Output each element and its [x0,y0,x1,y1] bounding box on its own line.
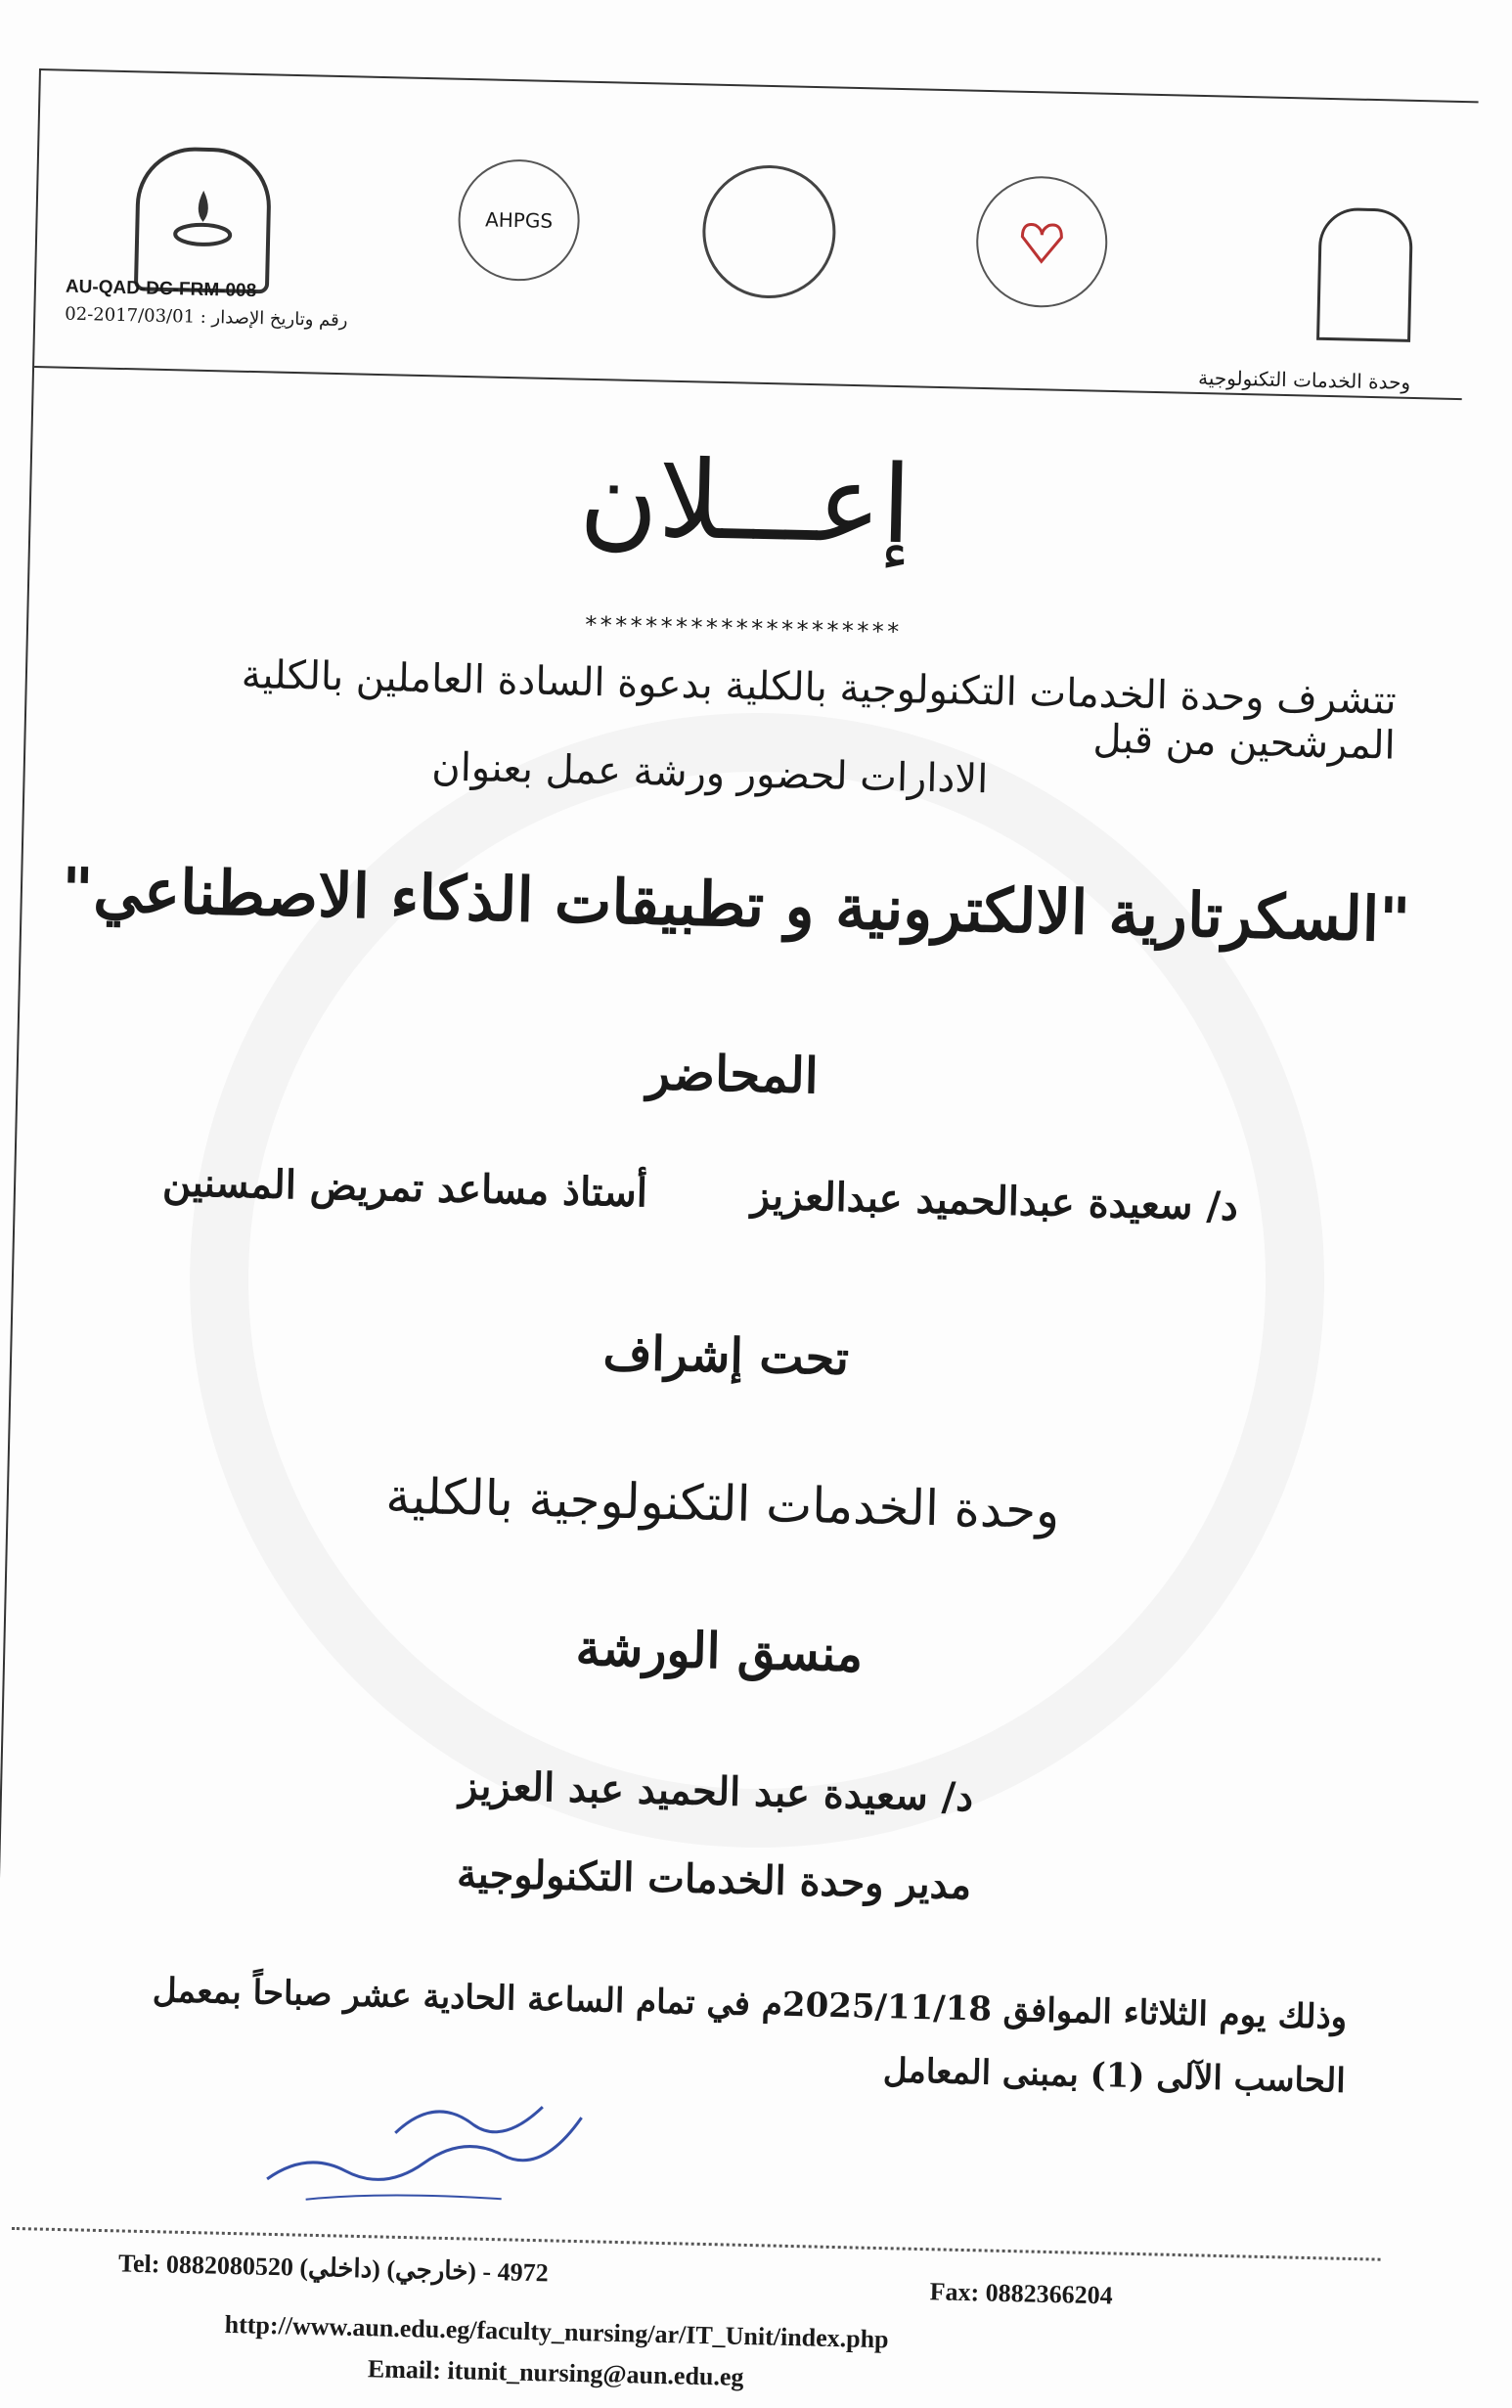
intro-line-2: الادارات لحضور ورشة عمل بعنوان [430,744,989,803]
ahpgs-logo-text: AHPGS [484,207,554,233]
nursing-faculty-logo-icon [134,146,272,293]
coordinator-heading: منسق الورشة [575,1618,864,1683]
form-code: AU-QAD-DC-FRM-008 [65,276,257,302]
intro-line-1: تتشرف وحدة الخدمات التكنولوجية بالكلية بدعوة السادة العاملين بالكلية المرشحين من قبل [241,651,1398,769]
assiut-university-logo-icon [1316,207,1413,342]
lecturer-title: أستاذ مساعد تمريض المسنين [161,1159,648,1217]
supervision-value: وحدة الخدمات التكنولوجية بالكلية [384,1467,1060,1540]
coordinator-title: مدير وحدة الخدمات التكنولوجية [456,1851,972,1909]
coordinator-name: د/ سعيدة عبد الحميد عبد العزيز [458,1762,974,1821]
workshop-title: "السكرتارية الالكترونية و تطبيقات الذكاء الاصطناعي" [61,853,1412,957]
handwritten-signature [246,2071,621,2216]
supervision-heading: تحت إشراف [602,1325,850,1387]
announcement-title: إعـــلان [578,434,913,568]
footer-website: http://www.aun.edu.eg/faculty_nursing/ar/IT_Unit/index.php [224,2309,889,2354]
schedule-line-1: وذلك يوم الثلاثاء الموافق 2025/11/18م في تمام الساعة الحادية عشر صباحاً بمعمل [152,1971,1348,2037]
document-sheet [0,68,1479,2391]
authorized-training-center-logo-icon [975,175,1109,309]
footer-fax: Fax: 0882366204 [929,2277,1113,2310]
footer-url [223,2310,889,2395]
schedule-line-2: الحاسب الآلى (1) بمبنى المعامل [882,2051,1347,2101]
footer-email: Email: itunit_nursing@aun.edu.eg [367,2354,744,2391]
footer-telephone: Tel: 0882080520 (داخلي) 4972 - (خارجي) [117,2249,549,2288]
ahpgs-logo-icon [457,158,581,283]
title-stars: ********************* [583,610,902,647]
lecturer-heading: المحاضر [645,1043,820,1105]
lecturer-name: د/ سعيدة عبدالحميد عبدالعزيز [750,1172,1239,1230]
issue-number-date: رقم وتاريخ الإصدار : 2017/03/01-02 [65,303,348,332]
naqaae-logo-icon [701,163,837,299]
unit-name: وحدة الخدمات التكنولوجية [1197,365,1411,394]
header-logos [34,110,1468,396]
